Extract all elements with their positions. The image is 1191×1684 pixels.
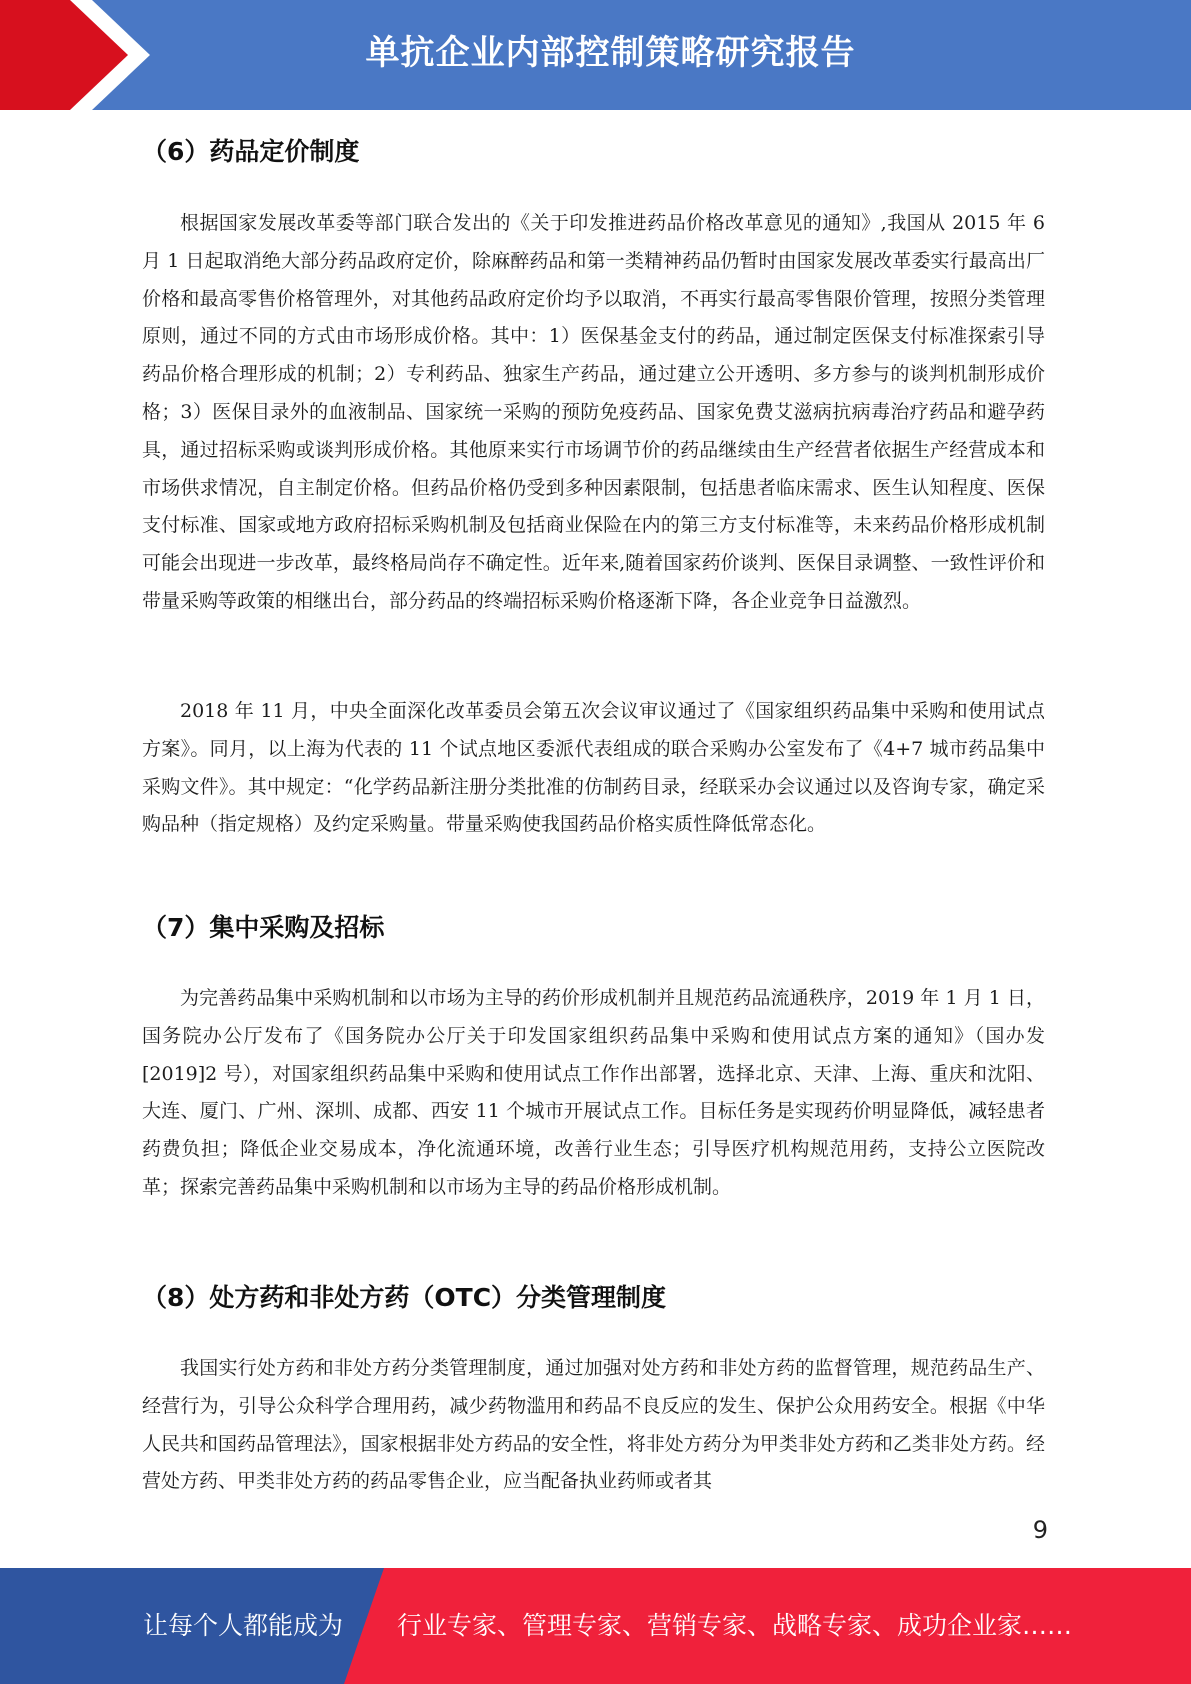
- footer-slogan-left: 让每个人都能成为: [143, 1611, 344, 1640]
- section-heading-otc: （8）处方药和非处方药（OTC）分类管理制度: [142, 1283, 667, 1312]
- footer-banner: [0, 1568, 1191, 1684]
- report-title: 单抗企业内部控制策略研究报告: [365, 33, 856, 73]
- paragraph-pricing-1: 根据国家发展改革委等部门联合发出的《关于印发推进药品价格改革意见的通知》,我国从 2015 年 6 月 1 日起取消绝大部分药品政府定价，除麻醉药品和第一类精神药品仍暂时由国家发展改革委实行最高出厂价格和最高零售价格管理外，对其他药品政府定价均予以取消，不再实行最高零售限价管理，按照分类管理原则，通过不同的方式由市场形成价格。其中：1）医保基金支付的药品，通过制定医保支付标准探索引导药品价格合理形成的机制；2）专利药品、独家生产药品，通过建立公开透明、多方参与的谈判机制形成价格；3）医保目录外的血液制品、国家统一采购的预防免疫药品、国家免费艾滋病抗病毒治疗药品和避孕药具，通过招标采购或谈判形成价格。其他原来实行市场调节价的药品继续由生产经营者依据生产经营成本和市场供求情况，自主制定价格。但药品价格仍受到多种因素限制，包括患者临床需求、医生认知程度、医保支付标准、国家或地方政府招标采购机制及包括商业保险在内的第三方支付标准等，未来药品价格形成机制可能会出现进一步改革，最终格局尚存不确定性。近年来,随着国家药价谈判、医保目录调整、一致性评价和带量采购等政策的相继出台，部分药品的终端招标采购价格逐渐下降，各企业竞争日益激烈。: [142, 212, 1045, 612]
- paragraph-procurement: 为完善药品集中采购机制和以市场为主导的药价形成机制并且规范药品流通秩序，2019 年 1 月 1 日，国务院办公厅发布了《国务院办公厅关于印发国家组织药品集中采购和使用试点方案的通知》（国办发[2019]2 号），对国家组织药品集中采购和使用试点工作作出部署，选择北京、天津、上海、重庆和沈阳、大连、厦门、广州、深圳、成都、西安 11 个城市开展试点工作。目标任务是实现药价明显降低，减轻患者药费负担；降低企业交易成本，净化流通环境，改善行业生态；引导医疗机构规范用药，支持公立医院改革；探索完善药品集中采购机制和以市场为主导的药品价格形成机制。: [142, 987, 1045, 1198]
- section-heading-procurement: （7）集中采购及招标: [142, 913, 385, 942]
- paragraph-otc: 我国实行处方药和非处方药分类管理制度，通过加强对处方药和非处方药的监督管理，规范药品生产、经营行为，引导公众科学合理用药，减少药物滥用和药品不良反应的发生、保护公众用药安全。根据《中华人民共和国药品管理法》，国家根据非处方药品的安全性，将非处方药分为甲类非处方药和乙类非处方药。经营处方药、甲类非处方药的药品零售企业，应当配备执业药师或者其: [142, 1357, 1045, 1493]
- header-banner: [0, 0, 1191, 110]
- section-heading-pricing: （6）药品定价制度: [142, 137, 360, 166]
- page-number: 9: [1032, 1516, 1048, 1544]
- paragraph-pricing-2: 2018 年 11 月，中央全面深化改革委员会第五次会议审议通过了《国家组织药品集中采购和使用试点方案》。同月，以上海为代表的 11 个试点地区委派代表组成的联合采购办公室发布了《4+7 城市药品集中采购文件》。其中规定：“化学药品新注册分类批准的仿制药目录，经联采办会议通过以及咨询专家，确定采购品种（指定规格）及约定采购量。带量采购使我国药品价格实质性降低常态化。: [142, 700, 1045, 836]
- footer-slogan-right: 行业专家、管理专家、营销专家、战略专家、成功企业家……: [397, 1611, 1073, 1640]
